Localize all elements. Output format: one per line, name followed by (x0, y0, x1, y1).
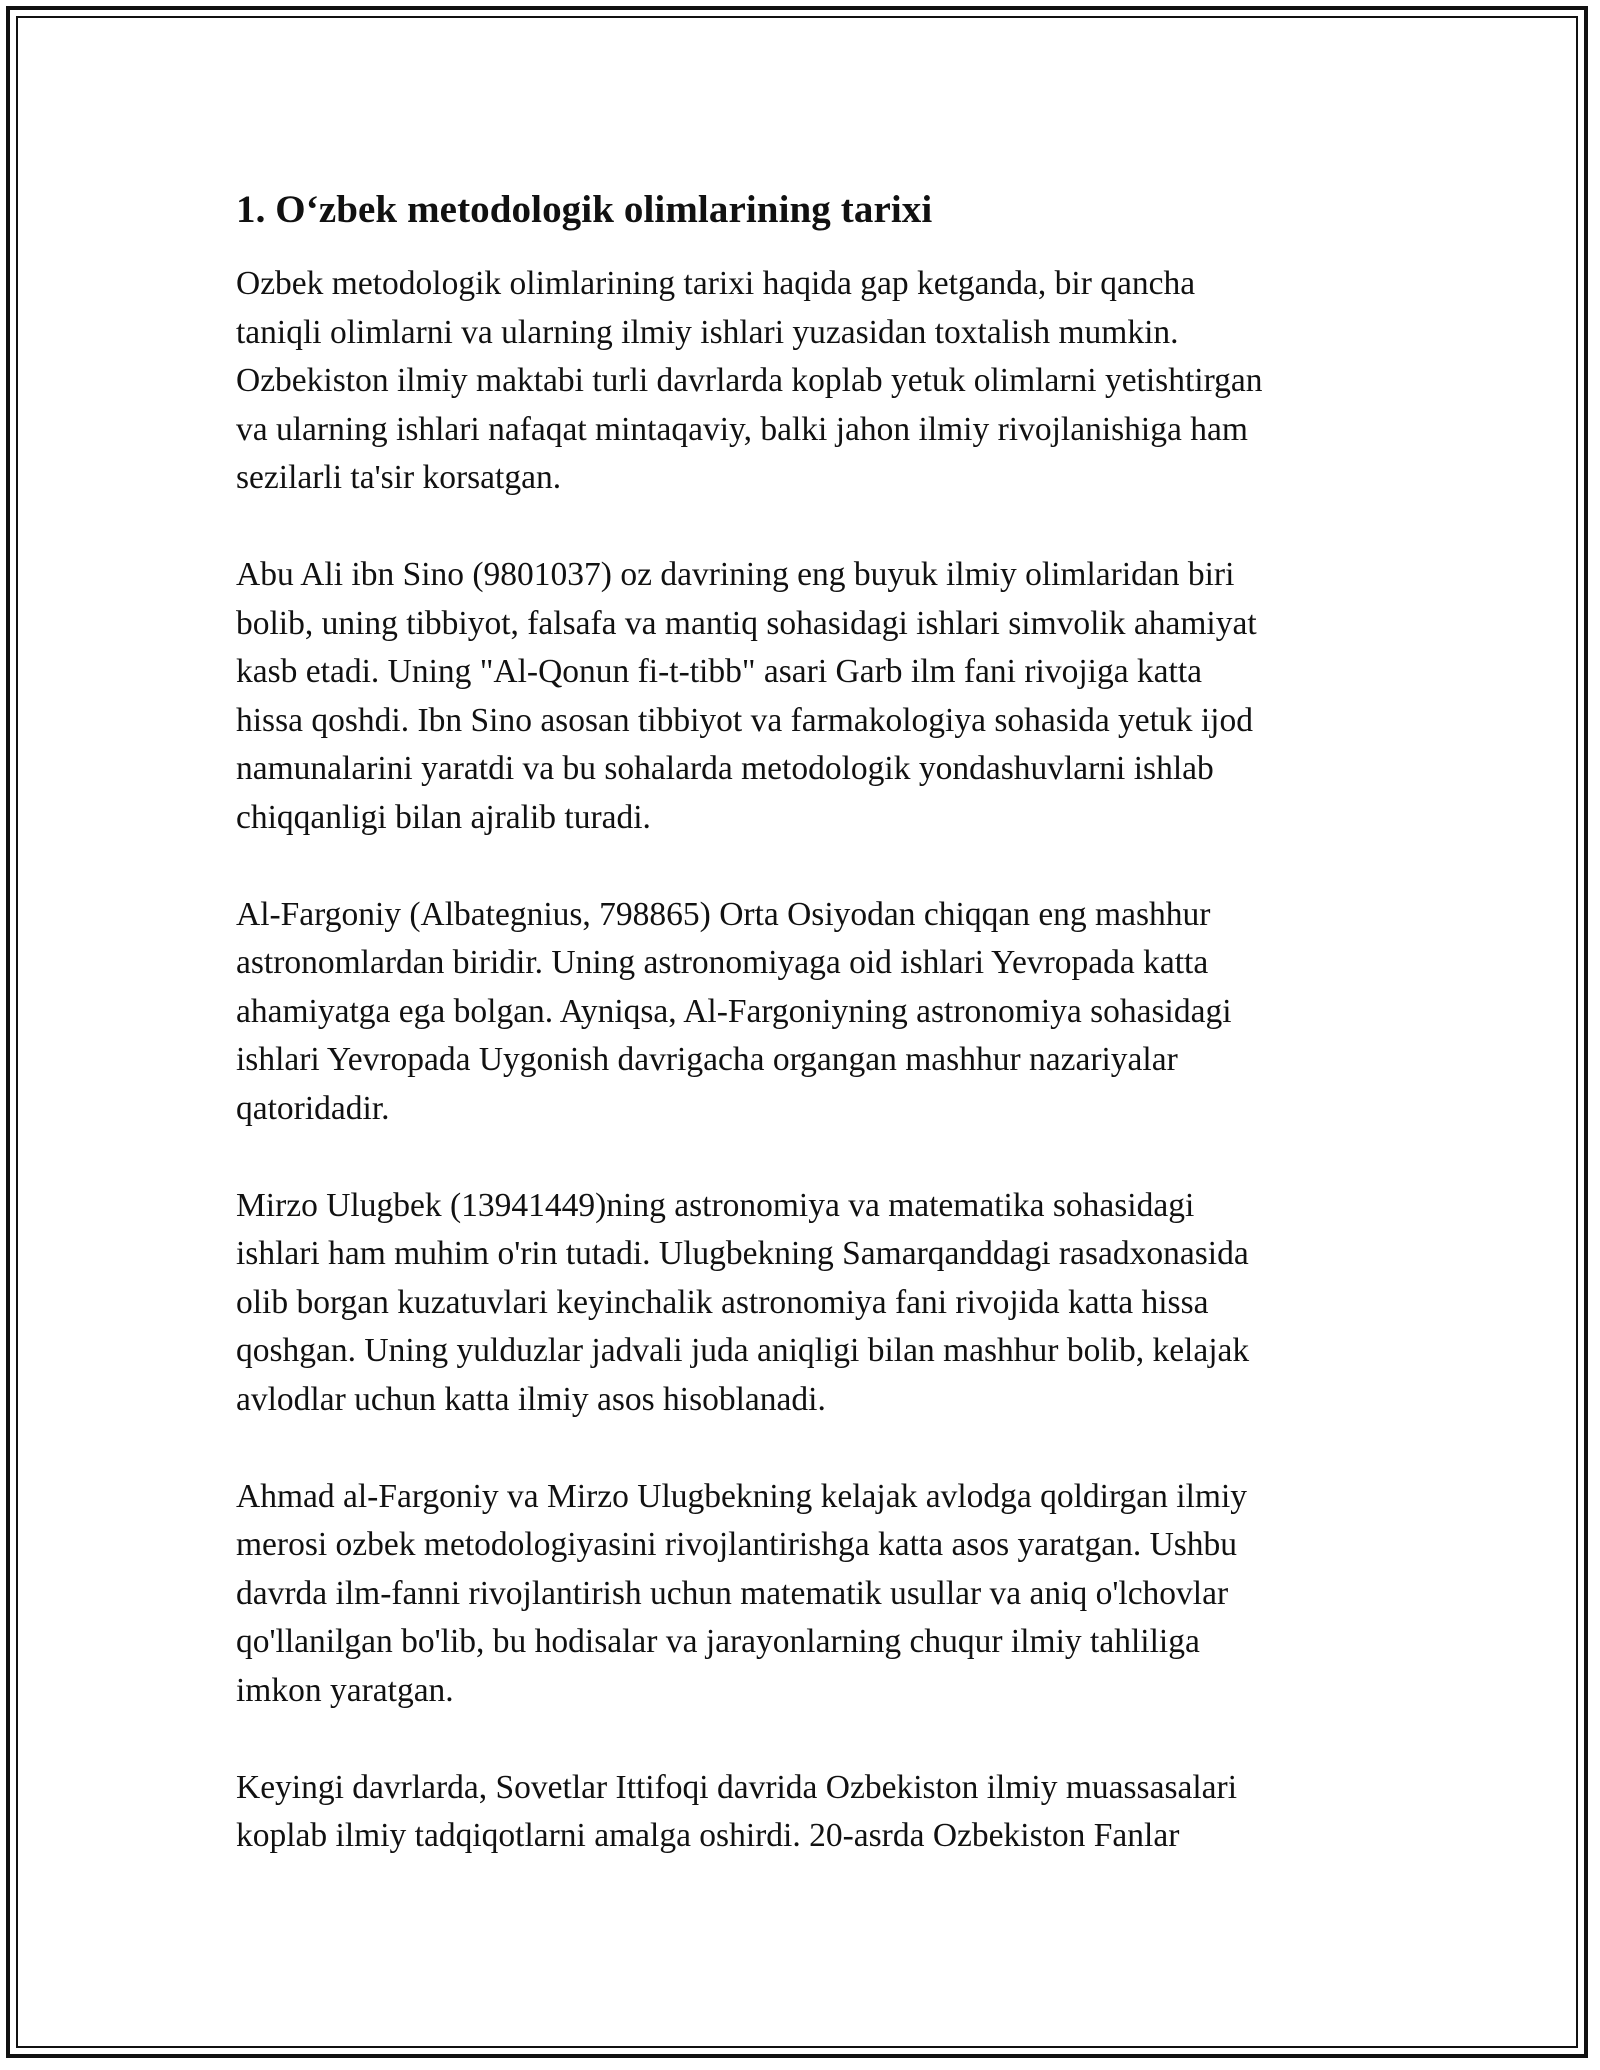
text-line: ishlari Yevropada Uygonish davrigacha organgan mashhur nazariyalar (236, 1041, 1178, 1078)
text-line: merosi ozbek metodologiyasini rivojlantirishga katta asos yaratgan. Ushbu (236, 1526, 1238, 1563)
paragraph-legacy (236, 1473, 1376, 1716)
text-line: davrda ilm-fanni rivojlantirish uchun matematik usullar va aniq o'lchovlar (236, 1574, 1229, 1612)
text-line: ishlari ham muhim o'rin tutadi. Ulugbekning Samarqanddagi rasadxonasida (236, 1235, 1249, 1272)
text-line: qoshgan. Uning yulduzlar jadvali juda aniqligi bilan mashhur bolib, kelajak (236, 1332, 1250, 1369)
text-line: va ularning ishlari nafaqat mintaqaviy, balki jahon ilmiy rivojlanishiga ham (236, 410, 1248, 448)
paragraph-ulugbek (236, 1182, 1376, 1425)
text-line: avlodlar uchun katta ilmiy asos hisoblanadi. (236, 1380, 826, 1418)
text-line: Keyingi davrlarda, Sovetlar Ittifoqi davrida Ozbekiston ilmiy muassasalari (236, 1768, 1238, 1806)
text-line: koplab ilmiy tadqiqotlarni amalga oshirdi. 20-asrda Ozbekiston Fanlar (236, 1817, 1180, 1854)
text-line: Mirzo Ulugbek (13941449)ning astronomiya va matematika sohasidagi (236, 1186, 1195, 1224)
text-line: taniqli olimlarni va ularning ilmiy ishlari yuzasidan toxtalish mumkin. (236, 313, 1179, 351)
text-line: qo'llanilgan bo'lib, bu hodisalar va jarayonlarning chuqur ilmiy tahliliga (236, 1623, 1200, 1660)
text-line: imkon yaratgan. (236, 1671, 454, 1709)
text-line: olib borgan kuzatuvlari keyinchalik astronomiya fani rivojida katta hissa (236, 1283, 1209, 1321)
text-line: Ozbekiston ilmiy maktabi turli davrlarda koplab yetuk olimlarni yetishtirgan (236, 362, 1263, 399)
paragraph-soviet-period (236, 1764, 1376, 1861)
text-line: Ozbek metodologik olimlarining tarixi haqida gap ketganda, bir qancha (236, 265, 1196, 302)
paragraph-ibn-sino (236, 551, 1376, 842)
text-line: bolib, uning tibbiyot, falsafa va mantiq sohasidagi ishlari simvolik ahamiyat (236, 604, 1257, 642)
text-line: chiqqanligi bilan ajralib turadi. (236, 798, 651, 836)
document-body (236, 186, 1376, 1909)
paragraph-al-fargoniy (236, 891, 1376, 1134)
paragraph-intro (236, 260, 1376, 503)
text-line: astronomlardan biridir. Uning astronomiyaga oid ishlari Yevropada katta (236, 944, 1209, 981)
text-line: qatoridadir. (236, 1089, 390, 1127)
text-line: sezilarli ta'sir korsatgan. (236, 459, 562, 496)
text-line: Ahmad al-Fargoniy va Mirzo Ulugbekning kelajak avlodga qoldirgan ilmiy (236, 1477, 1248, 1515)
text-line: hissa qoshdi. Ibn Sino asosan tibbiyot va farmakologiya sohasida yetuk ijod (236, 701, 1253, 739)
text-line: namunalarini yaratdi va bu sohalarda metodologik yondashuvlarni ishlab (236, 750, 1214, 787)
text-line: Abu Ali ibn Sino (9801037) oz davrining eng buyuk ilmiy olimlaridan biri (236, 556, 1235, 593)
section-heading: 1. O‘zbek metodologik olimlarining tarixi (236, 188, 933, 231)
text-line: kasb etadi. Uning "Al-Qonun fi-t-tibb" asari Garb ilm fani rivojiga katta (236, 653, 1203, 690)
text-line: Al-Fargoniy (Albategnius, 798865) Orta Osiyodan chiqqan eng mashhur (236, 895, 1211, 933)
text-line: ahamiyatga ega bolgan. Ayniqsa, Al-Fargoniyning astronomiya sohasidagi (236, 992, 1232, 1030)
